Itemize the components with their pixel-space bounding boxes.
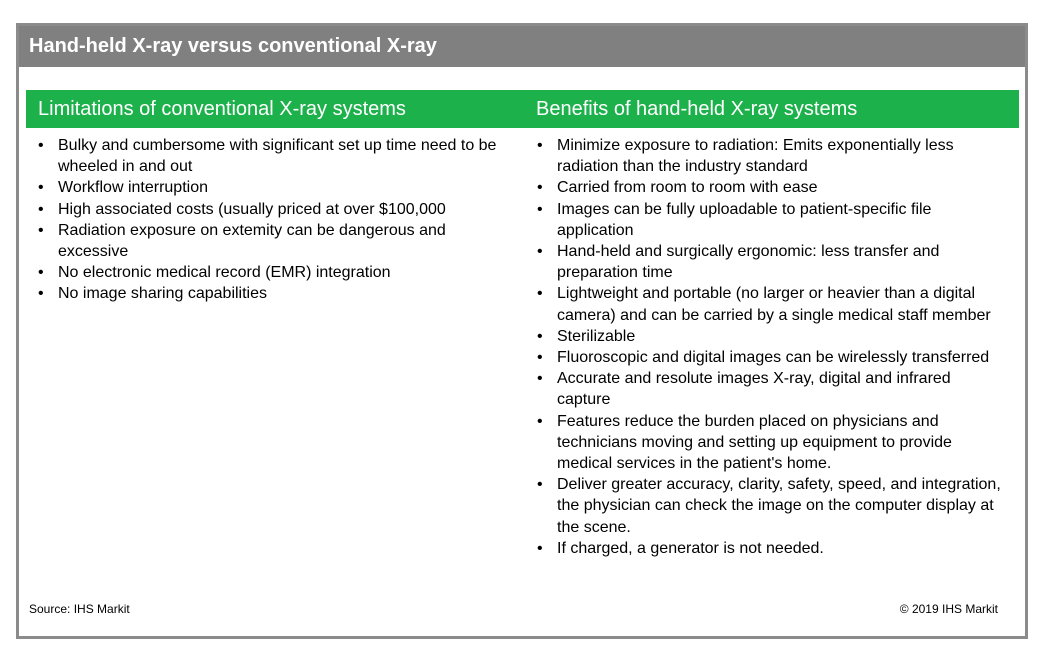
list-item: • Workflow interruption [35, 177, 505, 198]
list-item: • Bulky and cumbersome with significant set up time need to be wheeled in and out [35, 135, 505, 177]
list-item: • No image sharing capabilities [35, 283, 505, 304]
list-item: • Radiation exposure on extemity can be dangerous and excessive [35, 220, 505, 262]
copyright-note: © 2019 IHS Markit [899, 602, 998, 616]
list-item: • Features reduce the burden placed on physicians and technicians moving and setting up equipment to provide medical services in the patient's home. [534, 411, 1004, 475]
list-item: • Fluoroscopic and digital images can be wirelessly transferred [534, 347, 1004, 368]
list-item: • High associated costs (usually priced at over $100,000 [35, 199, 505, 220]
list-item: • Deliver greater accuracy, clarity, safety, speed, and integration, the physician can check the image on the computer display at the scene. [534, 474, 1004, 538]
table-title: Hand-held X-ray versus conventional X-ray [19, 26, 1025, 67]
source-note: Source: IHS Markit [29, 602, 130, 616]
list-item: • Lightweight and portable (no larger or heavier than a digital camera) and can be carried by a single medical staff member [534, 283, 1004, 325]
table-frame [16, 23, 1028, 639]
list-item: • No electronic medical record (EMR) integration [35, 262, 505, 283]
list-item: • Carried from room to room with ease [534, 177, 1004, 198]
list-item: • Minimize exposure to radiation: Emits exponentially less radiation than the industry standard [534, 135, 1004, 177]
list-item: • Hand-held and surgically ergonomic: less transfer and preparation time [534, 241, 1004, 283]
list-item: • Accurate and resolute images X-ray, digital and infrared capture [534, 368, 1004, 410]
benefits-list [534, 135, 1004, 559]
list-item: • If charged, a generator is not needed. [534, 538, 1004, 559]
limitations-list [35, 135, 505, 305]
benefits-header: Benefits of hand-held X-ray systems [525, 90, 1019, 128]
limitations-header: Limitations of conventional X-ray systems [26, 90, 525, 128]
list-item: • Sterilizable [534, 326, 1004, 347]
list-item: • Images can be fully uploadable to patient-specific file application [534, 199, 1004, 241]
